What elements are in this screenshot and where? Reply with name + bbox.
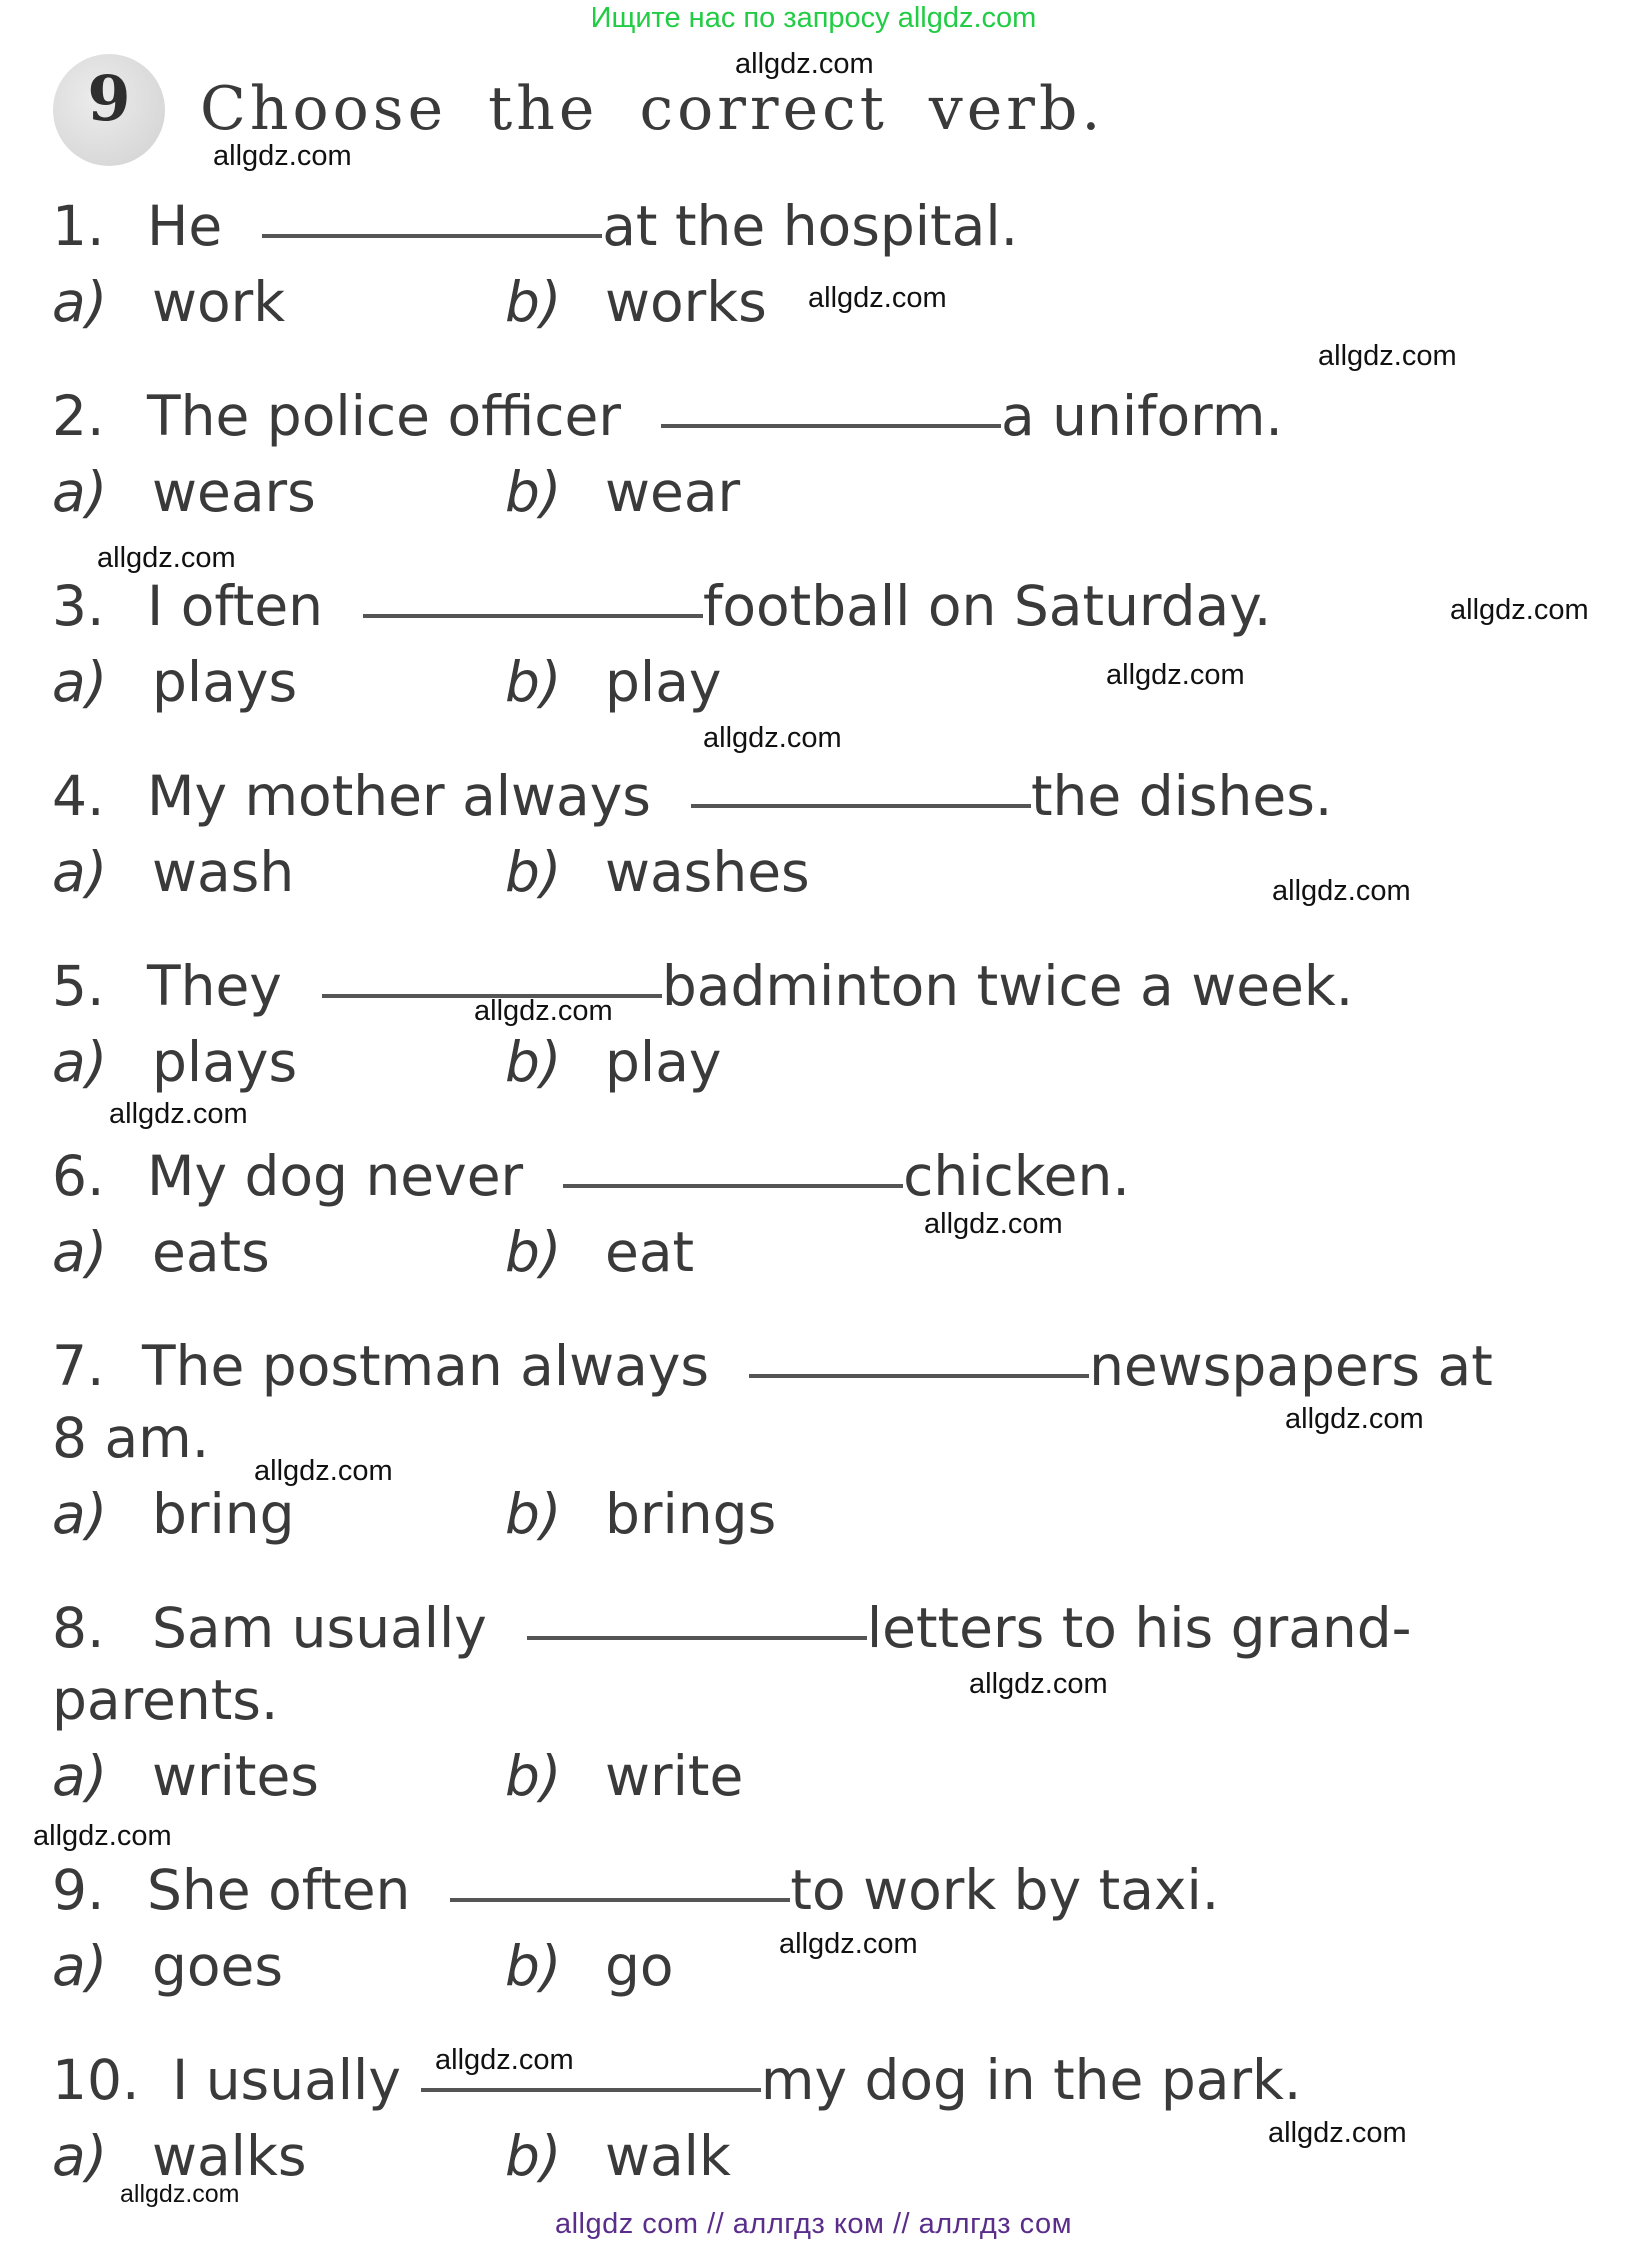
answer-blank xyxy=(527,1636,867,1640)
question-text-after: badminton twice a week. xyxy=(661,954,1354,1018)
option-b-9[interactable] xyxy=(505,1934,674,1998)
option-letter: b) xyxy=(505,1744,562,1808)
option-text: plays xyxy=(152,1030,298,1094)
watermark: allgdz.com xyxy=(474,995,613,1027)
question-text-after: my dog in the park. xyxy=(760,2048,1302,2112)
option-a-8[interactable] xyxy=(52,1744,319,1808)
option-text: walk xyxy=(605,2124,731,2188)
watermark: allgdz.com xyxy=(703,722,842,754)
option-a-3[interactable] xyxy=(52,650,297,714)
answer-blank xyxy=(262,234,602,238)
option-letter: a) xyxy=(52,1030,108,1094)
option-letter: b) xyxy=(505,460,562,524)
option-text: works xyxy=(605,270,767,334)
answer-blank xyxy=(749,1374,1089,1378)
option-b-3[interactable] xyxy=(505,650,721,714)
option-b-6[interactable] xyxy=(505,1220,694,1284)
option-text: plays xyxy=(152,650,298,714)
question-text-after: chicken. xyxy=(903,1144,1130,1208)
question-text-before: I often xyxy=(147,574,324,638)
question-number: 7. xyxy=(52,1334,105,1398)
option-b-5[interactable] xyxy=(505,1030,721,1094)
answer-blank xyxy=(450,1898,790,1902)
watermark: allgdz.com xyxy=(1285,1403,1424,1435)
question-8 xyxy=(52,1596,1412,1660)
option-text: washes xyxy=(605,840,810,904)
question-text-before: My mother always xyxy=(147,764,651,828)
option-letter: a) xyxy=(52,1934,108,1998)
option-text: wear xyxy=(605,460,741,524)
question-text-after: at the hospital. xyxy=(602,194,1019,258)
task-number: 9 xyxy=(87,62,131,135)
watermark: allgdz.com xyxy=(1272,875,1411,907)
question-number: 2. xyxy=(52,384,105,448)
option-letter: b) xyxy=(505,270,562,334)
option-b-7[interactable] xyxy=(505,1482,776,1546)
option-a-1[interactable] xyxy=(52,270,285,334)
option-a-4[interactable] xyxy=(52,840,294,904)
option-letter: a) xyxy=(52,840,108,904)
question-text-after: letters to his grand- xyxy=(866,1596,1412,1660)
watermark: allgdz.com xyxy=(109,1098,248,1130)
watermark: allgdz.com xyxy=(33,1820,172,1852)
option-b-2[interactable] xyxy=(505,460,740,524)
option-a-6[interactable] xyxy=(52,1220,270,1284)
question-text-after: a uniform. xyxy=(1000,384,1283,448)
watermark: allgdz.com xyxy=(1450,594,1589,626)
option-a-2[interactable] xyxy=(52,460,316,524)
question-3 xyxy=(52,574,1271,638)
option-letter: b) xyxy=(505,1482,562,1546)
answer-blank xyxy=(421,2088,761,2092)
bottom-banner: allgdz com // аллгдз ком // аллгдз сом xyxy=(554,2208,1073,2240)
option-b-4[interactable] xyxy=(505,840,810,904)
option-b-8[interactable] xyxy=(505,1744,743,1808)
watermark: allgdz.com xyxy=(779,1928,918,1960)
watermark: allgdz.com xyxy=(1106,659,1245,691)
option-text: bring xyxy=(152,1482,295,1546)
option-text: play xyxy=(605,1030,722,1094)
option-letter: b) xyxy=(505,1220,562,1284)
question-text-after: to work by taxi. xyxy=(790,1858,1220,1922)
question-number: 1. xyxy=(52,194,105,258)
watermark: allgdz.com xyxy=(969,1668,1108,1700)
question-8-continued: parents. xyxy=(52,1668,279,1732)
option-a-10[interactable] xyxy=(52,2124,306,2188)
question-number: 9. xyxy=(52,1858,105,1922)
question-number: 8. xyxy=(52,1596,105,1660)
option-b-10[interactable] xyxy=(505,2124,731,2188)
question-text-before: They xyxy=(147,954,282,1018)
question-number: 10. xyxy=(52,2048,140,2112)
question-text-before: He xyxy=(147,194,223,258)
question-6 xyxy=(52,1144,1130,1208)
answer-blank xyxy=(563,1184,903,1188)
question-text-before: The police officer xyxy=(147,384,621,448)
watermark: allgdz.com xyxy=(435,2044,574,2076)
question-text-before: My dog never xyxy=(147,1144,524,1208)
option-text: walks xyxy=(152,2124,307,2188)
answer-blank xyxy=(691,804,1031,808)
top-banner: Ищите нас по запросу allgdz.com xyxy=(590,2,1037,34)
question-text-before: I usually xyxy=(172,2048,401,2112)
question-1 xyxy=(52,194,1018,258)
question-text-before: She often xyxy=(147,1858,411,1922)
watermark: allgdz.com xyxy=(735,48,874,80)
question-4 xyxy=(52,764,1332,828)
option-a-7[interactable] xyxy=(52,1482,295,1546)
watermark: allgdz.com xyxy=(808,282,947,314)
question-text-before: The postman always xyxy=(142,1334,710,1398)
question-7-continued: 8 am. xyxy=(52,1406,210,1470)
watermark: allgdz.com xyxy=(120,2180,240,2208)
option-text: go xyxy=(605,1934,674,1998)
option-text: goes xyxy=(152,1934,284,1998)
option-text: eat xyxy=(605,1220,695,1284)
question-5 xyxy=(52,954,1353,1018)
option-text: brings xyxy=(605,1482,777,1546)
watermark: allgdz.com xyxy=(1318,340,1457,372)
option-text: write xyxy=(605,1744,744,1808)
watermark: allgdz.com xyxy=(97,542,236,574)
question-10 xyxy=(52,2048,1301,2112)
option-b-1[interactable] xyxy=(505,270,767,334)
watermark: allgdz.com xyxy=(924,1208,1063,1240)
option-text: work xyxy=(152,270,286,334)
option-letter: a) xyxy=(52,1482,108,1546)
option-letter: a) xyxy=(52,460,108,524)
option-letter: b) xyxy=(505,1934,562,1998)
question-text-after: newspapers at xyxy=(1089,1334,1493,1398)
question-number: 3. xyxy=(52,574,105,638)
answer-blank xyxy=(363,614,703,618)
question-text-before: Sam usually xyxy=(152,1596,487,1660)
option-text: wash xyxy=(152,840,295,904)
watermark: allgdz.com xyxy=(254,1455,393,1487)
option-a-9[interactable] xyxy=(52,1934,283,1998)
option-letter: a) xyxy=(52,1744,108,1808)
option-letter: a) xyxy=(52,2124,108,2188)
option-letter: a) xyxy=(52,270,108,334)
watermark: allgdz.com xyxy=(213,140,352,172)
question-2 xyxy=(52,384,1283,448)
option-letter: a) xyxy=(52,650,108,714)
question-number: 5. xyxy=(52,954,105,1018)
option-letter: b) xyxy=(505,650,562,714)
question-9 xyxy=(52,1858,1219,1922)
watermark: allgdz.com xyxy=(1268,2117,1407,2149)
question-number: 6. xyxy=(52,1144,105,1208)
answer-blank xyxy=(661,424,1001,428)
option-letter: b) xyxy=(505,1030,562,1094)
option-text: writes xyxy=(152,1744,319,1808)
option-text: play xyxy=(605,650,722,714)
option-letter: a) xyxy=(52,1220,108,1284)
option-text: eats xyxy=(152,1220,270,1284)
task-title: Choose the correct verb. xyxy=(200,74,1105,144)
question-7 xyxy=(52,1334,1493,1398)
question-text-after: the dishes. xyxy=(1030,764,1333,828)
option-text: wears xyxy=(152,460,316,524)
question-number: 4. xyxy=(52,764,105,828)
option-letter: b) xyxy=(505,840,562,904)
question-text-after: football on Saturday. xyxy=(703,574,1272,638)
option-a-5[interactable] xyxy=(52,1030,297,1094)
option-letter: b) xyxy=(505,2124,562,2188)
